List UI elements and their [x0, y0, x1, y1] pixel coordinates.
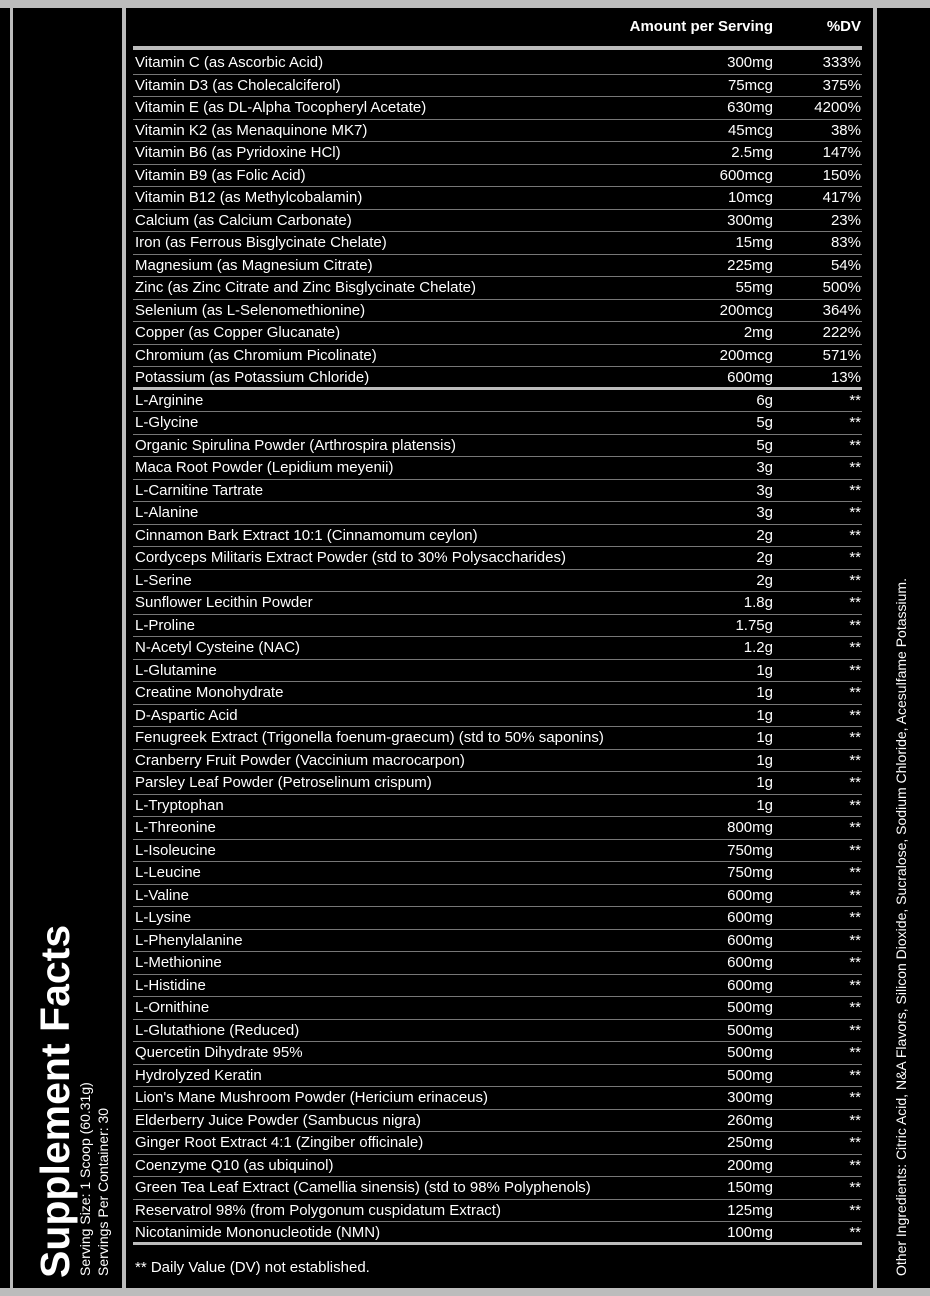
amount: 750mg [727, 864, 773, 881]
amount: 1g [756, 729, 773, 746]
table-row [133, 615, 862, 638]
table-row [133, 840, 862, 863]
daily-value: ** [849, 481, 861, 499]
daily-value: ** [849, 774, 861, 791]
daily-value: ** [849, 1089, 861, 1106]
table-row [133, 1222, 862, 1245]
amount: 250mg [727, 1134, 773, 1151]
ingredient-name: Vitamin K2 (as Menaquinone MK7) [135, 121, 368, 139]
ingredient-name: Sunflower Lecithin Powder [135, 594, 313, 611]
daily-value: ** [849, 1224, 861, 1241]
ingredient-name: L-Proline [135, 616, 196, 634]
amount: 1g [756, 684, 773, 701]
amount: 1g [756, 661, 773, 679]
ingredient-name: Vitamin E (as DL-Alpha Tocopheryl Acetate) [135, 99, 427, 116]
table-row [133, 120, 862, 143]
table-row [133, 210, 862, 233]
daily-value: ** [849, 414, 861, 431]
facts-table [133, 52, 862, 1245]
daily-value: ** [849, 1134, 861, 1151]
daily-value: 364% [822, 301, 861, 319]
ingredient-name: L-Alanine [135, 504, 199, 521]
ingredient-name: L-Methionine [135, 954, 222, 971]
ingredient-name: Selenium (as L-Selenomethionine) [135, 301, 366, 319]
ingredient-name: D-Aspartic Acid [135, 706, 238, 724]
ingredient-name: L-Ornithine [135, 999, 210, 1016]
table-row [133, 412, 862, 435]
table-row [133, 502, 862, 525]
amount: 300mg [727, 54, 773, 71]
ingredient-name: Chromium (as Chromium Picolinate) [135, 346, 377, 364]
ingredient-name: N-Acetyl Cysteine (NAC) [135, 639, 301, 656]
amount: 600mg [727, 976, 773, 994]
amount: 55mg [735, 279, 773, 296]
daily-value: ** [849, 616, 861, 634]
ingredient-name: L-Glutamine [135, 661, 217, 679]
table-row [133, 885, 862, 908]
daily-value: ** [849, 1111, 861, 1129]
table-row [133, 1042, 862, 1065]
amount: 125mg [727, 1201, 773, 1219]
amount: 2g [756, 526, 773, 544]
ingredient-name: Hydrolyzed Keratin [135, 1066, 262, 1084]
table-row [133, 300, 862, 323]
ingredient-name: Parsley Leaf Powder (Petroselinum crispum) [135, 774, 432, 791]
daily-value: ** [849, 751, 861, 769]
amount: 10mcg [727, 189, 773, 206]
daily-value: ** [849, 706, 861, 724]
amount: 1g [756, 751, 773, 769]
header-dv: %DV [826, 18, 861, 35]
daily-value: ** [849, 1156, 861, 1174]
amount: 630mg [727, 99, 773, 116]
daily-value: 13% [830, 369, 861, 386]
table-row [133, 930, 862, 953]
ingredient-name: Cinnamon Bark Extract 10:1 (Cinnamomum ceylon) [135, 526, 478, 544]
daily-value: ** [849, 571, 861, 589]
table-row [133, 1200, 862, 1223]
amount: 200mg [727, 1156, 773, 1174]
daily-value: ** [849, 639, 861, 656]
amount: 500mg [727, 1066, 773, 1084]
daily-value: ** [849, 1201, 861, 1219]
daily-value: ** [849, 1179, 861, 1196]
amount: 500mg [727, 1044, 773, 1061]
ingredient-name: L-Leucine [135, 864, 201, 881]
amount: 600mg [727, 909, 773, 926]
table-row [133, 457, 862, 480]
amount: 1.75g [735, 616, 773, 634]
table-row [133, 525, 862, 548]
table-row [133, 1177, 862, 1200]
daily-value: 375% [822, 76, 861, 94]
amount: 2g [756, 571, 773, 589]
table-row [133, 997, 862, 1020]
amount: 300mg [727, 1089, 773, 1106]
ingredient-name: L-Arginine [135, 391, 204, 409]
table-row [133, 435, 862, 458]
ingredient-name: Green Tea Leaf Extract (Camellia sinensis) (std to 98% Polyphenols) [135, 1179, 591, 1196]
daily-value: ** [849, 684, 861, 701]
ingredient-name: Nicotanimide Mononucleotide (NMN) [135, 1224, 381, 1241]
header-divider [133, 46, 862, 50]
ingredient-name: Creatine Monohydrate [135, 684, 284, 701]
ingredient-name: Fenugreek Extract (Trigonella foenum-graecum) (std to 50% saponins) [135, 729, 604, 746]
table-row [133, 367, 862, 390]
daily-value: 147% [822, 144, 861, 161]
table-row [133, 570, 862, 593]
table-row [133, 1065, 862, 1088]
table-row [133, 907, 862, 930]
daily-value: ** [849, 526, 861, 544]
daily-value: ** [849, 436, 861, 454]
amount: 15mg [735, 234, 773, 251]
ingredient-name: Ginger Root Extract 4:1 (Zingiber officinale) [135, 1134, 424, 1151]
amount: 150mg [727, 1179, 773, 1196]
daily-value: ** [849, 864, 861, 881]
amount: 1.2g [743, 639, 773, 656]
table-row [133, 772, 862, 795]
footnote: ** Daily Value (DV) not established. [135, 1259, 370, 1276]
daily-value: ** [849, 931, 861, 949]
ingredient-name: Vitamin B12 (as Methylcobalamin) [135, 189, 363, 206]
daily-value: ** [849, 796, 861, 814]
table-row [133, 52, 862, 75]
ingredient-name: Magnesium (as Magnesium Citrate) [135, 256, 373, 274]
amount: 3g [756, 481, 773, 499]
daily-value: 4200% [814, 99, 861, 116]
amount: 600mg [727, 886, 773, 904]
table-row [133, 750, 862, 773]
ingredient-name: Potassium (as Potassium Chloride) [135, 369, 370, 386]
amount: 2g [756, 549, 773, 566]
ingredient-name: L-Phenylalanine [135, 931, 243, 949]
amount: 5g [756, 414, 773, 431]
table-row [133, 1087, 862, 1110]
ingredient-name: L-Tryptophan [135, 796, 224, 814]
table-row [133, 75, 862, 98]
amount: 300mg [727, 211, 773, 229]
ingredient-name: L-Isoleucine [135, 841, 216, 859]
table-row [133, 795, 862, 818]
amount: 1g [756, 706, 773, 724]
servings-per-container: Servings Per Container: 30 [95, 1107, 111, 1276]
daily-value: 38% [830, 121, 861, 139]
table-row [133, 705, 862, 728]
ingredient-name: Calcium (as Calcium Carbonate) [135, 211, 352, 229]
daily-value: ** [849, 819, 861, 836]
ingredient-name: Copper (as Copper Glucanate) [135, 324, 341, 341]
daily-value: 83% [830, 234, 861, 251]
amount: 750mg [727, 841, 773, 859]
panel-title: Supplement Facts [32, 924, 78, 1278]
table-row [133, 390, 862, 413]
amount: 75mcg [727, 76, 773, 94]
daily-value: ** [849, 976, 861, 994]
daily-value: ** [849, 1066, 861, 1084]
ingredient-name: Zinc (as Zinc Citrate and Zinc Bisglycinate Chelate) [135, 279, 476, 296]
ingredient-name: L-Glycine [135, 414, 199, 431]
amount: 1g [756, 796, 773, 814]
amount: 45mcg [727, 121, 773, 139]
daily-value: ** [849, 1044, 861, 1061]
amount: 3g [756, 504, 773, 521]
amount: 600mcg [719, 166, 773, 184]
amount: 225mg [727, 256, 773, 274]
table-row [133, 1132, 862, 1155]
daily-value: ** [849, 504, 861, 521]
ingredient-name: Maca Root Powder (Lepidium meyenii) [135, 459, 394, 476]
daily-value: ** [849, 999, 861, 1016]
amount: 800mg [727, 819, 773, 836]
table-row [133, 187, 862, 210]
table-row [133, 727, 862, 750]
amount: 500mg [727, 999, 773, 1016]
ingredient-name: L-Lysine [135, 909, 192, 926]
daily-value: ** [849, 549, 861, 566]
table-row [133, 97, 862, 120]
amount: 600mg [727, 931, 773, 949]
table-row [133, 952, 862, 975]
table-row [133, 547, 862, 570]
amount: 200mcg [719, 301, 773, 319]
ingredient-name: L-Histidine [135, 976, 206, 994]
daily-value: 222% [822, 324, 861, 341]
table-row [133, 277, 862, 300]
ingredient-name: L-Serine [135, 571, 192, 589]
ingredient-name: L-Glutathione (Reduced) [135, 1021, 300, 1039]
amount: 200mcg [719, 346, 773, 364]
daily-value: 417% [822, 189, 861, 206]
ingredient-name: Organic Spirulina Powder (Arthrospira platensis) [135, 436, 456, 454]
daily-value: ** [849, 391, 861, 409]
daily-value: ** [849, 661, 861, 679]
table-row [133, 660, 862, 683]
table-row [133, 817, 862, 840]
amount: 500mg [727, 1021, 773, 1039]
ingredient-name: L-Valine [135, 886, 189, 904]
ingredient-name: Cordyceps Militaris Extract Powder (std to 30% Polysaccharides) [135, 549, 566, 566]
other-ingredients: Other Ingredients: Citric Acid, N&A Flavors, Silicon Dioxide, Sucralose, Sodium Chloride, Acesulfame Potassium. [893, 578, 909, 1276]
table-row [133, 232, 862, 255]
table-row [133, 862, 862, 885]
daily-value: ** [849, 954, 861, 971]
amount: 260mg [727, 1111, 773, 1129]
table-row [133, 1110, 862, 1133]
daily-value: ** [849, 886, 861, 904]
left-edge-panel [0, 8, 10, 1288]
amount: 2mg [743, 324, 773, 341]
table-row [133, 592, 862, 615]
ingredient-name: Iron (as Ferrous Bisglycinate Chelate) [135, 234, 387, 251]
ingredient-name: L-Threonine [135, 819, 216, 836]
table-row [133, 975, 862, 998]
table-row [133, 322, 862, 345]
ingredient-name: L-Carnitine Tartrate [135, 481, 264, 499]
table-row [133, 682, 862, 705]
header-amount: Amount per Serving [629, 18, 773, 35]
table-row [133, 1020, 862, 1043]
ingredient-name: Vitamin B9 (as Folic Acid) [135, 166, 306, 184]
table-row [133, 345, 862, 368]
amount: 100mg [727, 1224, 773, 1241]
amount: 600mg [727, 369, 773, 386]
ingredient-name: Quercetin Dihydrate 95% [135, 1044, 303, 1061]
table-row [133, 165, 862, 188]
ingredient-name: Elderberry Juice Powder (Sambucus nigra) [135, 1111, 421, 1129]
daily-value: ** [849, 841, 861, 859]
daily-value: ** [849, 909, 861, 926]
ingredient-name: Reservatrol 98% (from Polygonum cuspidatum Extract) [135, 1201, 501, 1219]
ingredient-name: Vitamin D3 (as Cholecalciferol) [135, 76, 341, 94]
table-row [133, 255, 862, 278]
daily-value: 500% [822, 279, 861, 296]
ingredient-name: Lion's Mane Mushroom Powder (Hericium erinaceus) [135, 1089, 488, 1106]
amount: 6g [756, 391, 773, 409]
table-row [133, 637, 862, 660]
table-row [133, 142, 862, 165]
daily-value: ** [849, 729, 861, 746]
daily-value: 150% [822, 166, 861, 184]
ingredient-name: Coenzyme Q10 (as ubiquinol) [135, 1156, 334, 1174]
amount: 1g [756, 774, 773, 791]
daily-value: 571% [822, 346, 861, 364]
table-row [133, 480, 862, 503]
daily-value: ** [849, 594, 861, 611]
amount: 5g [756, 436, 773, 454]
serving-size: Serving Size: 1 Scoop (60.31g) [77, 1082, 93, 1276]
daily-value: ** [849, 1021, 861, 1039]
amount: 1.8g [743, 594, 773, 611]
daily-value: 333% [822, 54, 861, 71]
ingredient-name: Vitamin C (as Ascorbic Acid) [135, 54, 324, 71]
daily-value: 23% [830, 211, 861, 229]
amount: 2.5mg [731, 144, 773, 161]
ingredient-name: Vitamin B6 (as Pyridoxine HCl) [135, 144, 341, 161]
table-row [133, 1155, 862, 1178]
daily-value: ** [849, 459, 861, 476]
daily-value: 54% [830, 256, 861, 274]
amount: 3g [756, 459, 773, 476]
amount: 600mg [727, 954, 773, 971]
ingredient-name: Cranberry Fruit Powder (Vaccinium macrocarpon) [135, 751, 465, 769]
